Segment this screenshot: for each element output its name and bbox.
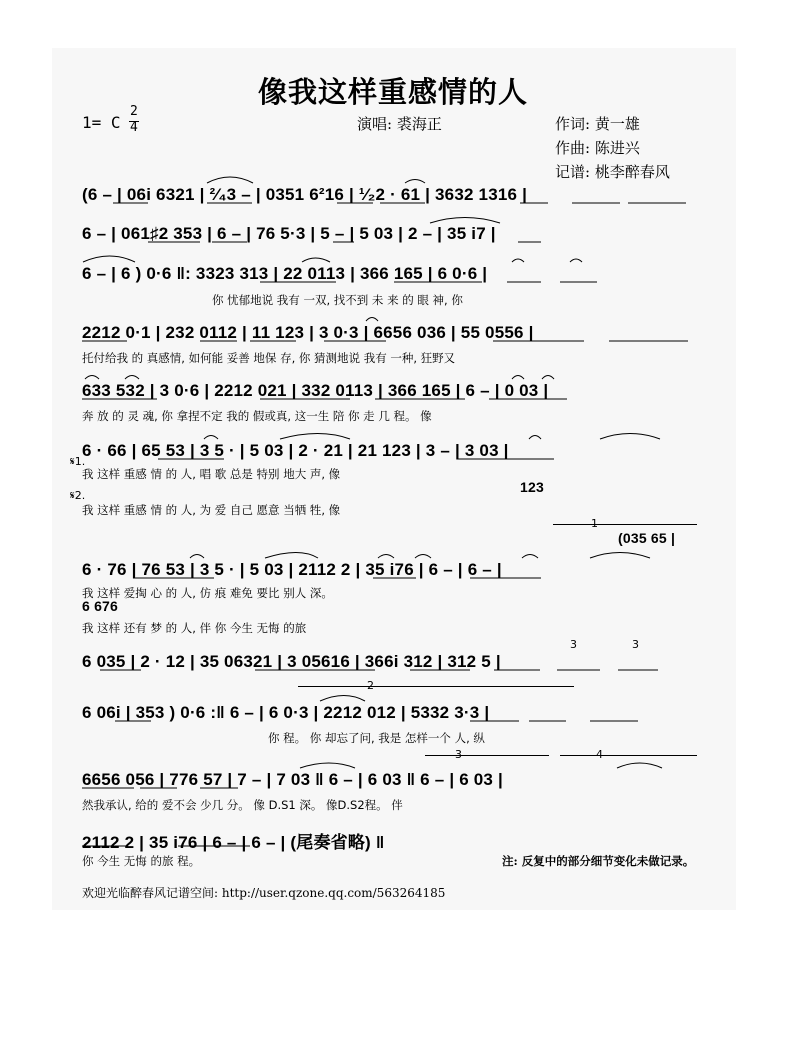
notation-line: 2112 2 | 35 i76 | 6 – | 6 – | (尾奏省略) ‖ [82,833,385,852]
notation-line: 2212 0·1 | 232 0112 | 11 123 | 3 0·3 | 6656 036 | 55 0556 | [82,323,534,342]
transcriber-credit: 记谱: 桃李醉春风 [555,163,670,181]
notation-line: 6 – | 6 ) 0·6 ‖: 3323 313 | 22 0113 | 366 165 | 6 0·6 | [82,264,488,283]
volta-1-label: 1 [591,517,598,530]
singer-credit: 演唱: 裘海正 [357,115,442,133]
notation-line: 633 532 | 3 0·6 | 2212 021 | 332 0113 | 366 165 | 6 – | 0 03 | [82,381,549,400]
volta-2-label: 2 [367,679,374,692]
triplet-mark: 3 [632,638,639,651]
footnote: 注: 反复中的部分细节变化未做记录。 [502,854,695,868]
notation-line: 6 – | 061♯2 353 | 6 – | 76 5·3 | 5 – | 5 03 | 2 – | 35 i7 | [82,224,496,243]
volta-4-label: 4 [596,748,603,761]
lyric-line: 托付给我 的 真感情, 如何能 妥善 地保 存, 你 猜测地说 我有 一种, 狂野又 [82,351,456,365]
lyric-line: 我 这样 重感 情 的 人, 为 爱 自己 愿意 当牺 牲, 像 [82,503,341,517]
variant-notes: 6 676 [82,598,119,614]
interlude-notes: (035 65 | [618,530,676,546]
key-signature: 1= C [82,113,121,132]
lyric-line: 你 忧郁地说 我有 一双, 找不到 未 来 的 眼 神, 你 [212,293,463,307]
variant-notes: 123 [520,479,544,495]
notation-line: (6 – | 06i 6321 | ²⁄₄3 – | 0351 6²16 | ¹⁄₂2 · 61 | 3632 1316 | [82,185,528,204]
lyric-line: 我 这样 重感 情 的 人, 唱 歌 总是 特别 地大 声, 像 [82,467,341,481]
lyricist-credit: 作词: 黄一雄 [555,115,640,133]
lyric-line: 你 程。 你 却忘了问, 我是 怎样一个 人, 纵 [268,731,485,745]
volta-3-label: 3 [455,748,462,761]
time-signature-bottom: 4 [130,120,138,135]
segno-mark-2: 𝄋2. [70,489,86,502]
notation-line: 6656 056 | 776 57 | 7 – | 7 03 ‖ 6 – | 6 03 ‖ 6 – | 6 03 | [82,770,503,789]
lyric-line: 你 今生 无悔 的旅 程。 [82,854,201,868]
footer-credit: 欢迎光临醉春风记谱空间: http://user.qzone.qq.com/563264185 [82,886,446,900]
notation-line: 6 · 66 | 65 53 | 3 5 · | 5 03 | 2 · 21 | 21 123 | 3 – | 3 03 | [82,441,509,460]
lyric-line: 我 这样 爱掏 心 的 人, 仿 痕 难免 要比 别人 深。 [82,586,333,600]
lyric-line: 然我承认, 给的 爱不会 少几 分。 像 D.S1 深。 像D.S2程。 伴 [82,798,403,812]
notation-line: 6 035 | 2 · 12 | 35 06321 | 3 05616 | 366i 312 | 312 5 | [82,652,501,671]
time-signature-top: 2 [130,104,138,119]
composer-credit: 作曲: 陈进兴 [555,139,640,157]
segno-mark-1: 𝄋1. [70,455,86,468]
song-title: 像我这样重感情的人 [257,75,528,109]
notation-line: 6 · 76 | 76 53 | 3 5 · | 5 03 | 2112 2 | 35 i76 | 6 – | 6 – | [82,560,502,579]
triplet-mark: 3 [570,638,577,651]
lyric-line: 我 这样 还有 梦 的 人, 伴 你 今生 无悔 的旅 [82,621,307,635]
lyric-line: 奔 放 的 灵 魂, 你 拿捏不定 我的 假或真, 这一生 陪 你 走 几 程。 像 [82,409,432,423]
notation-line: 6 06i | 353 ) 0·6 :‖ 6 – | 6 0·3 | 2212 012 | 5332 3·3 | [82,703,490,722]
